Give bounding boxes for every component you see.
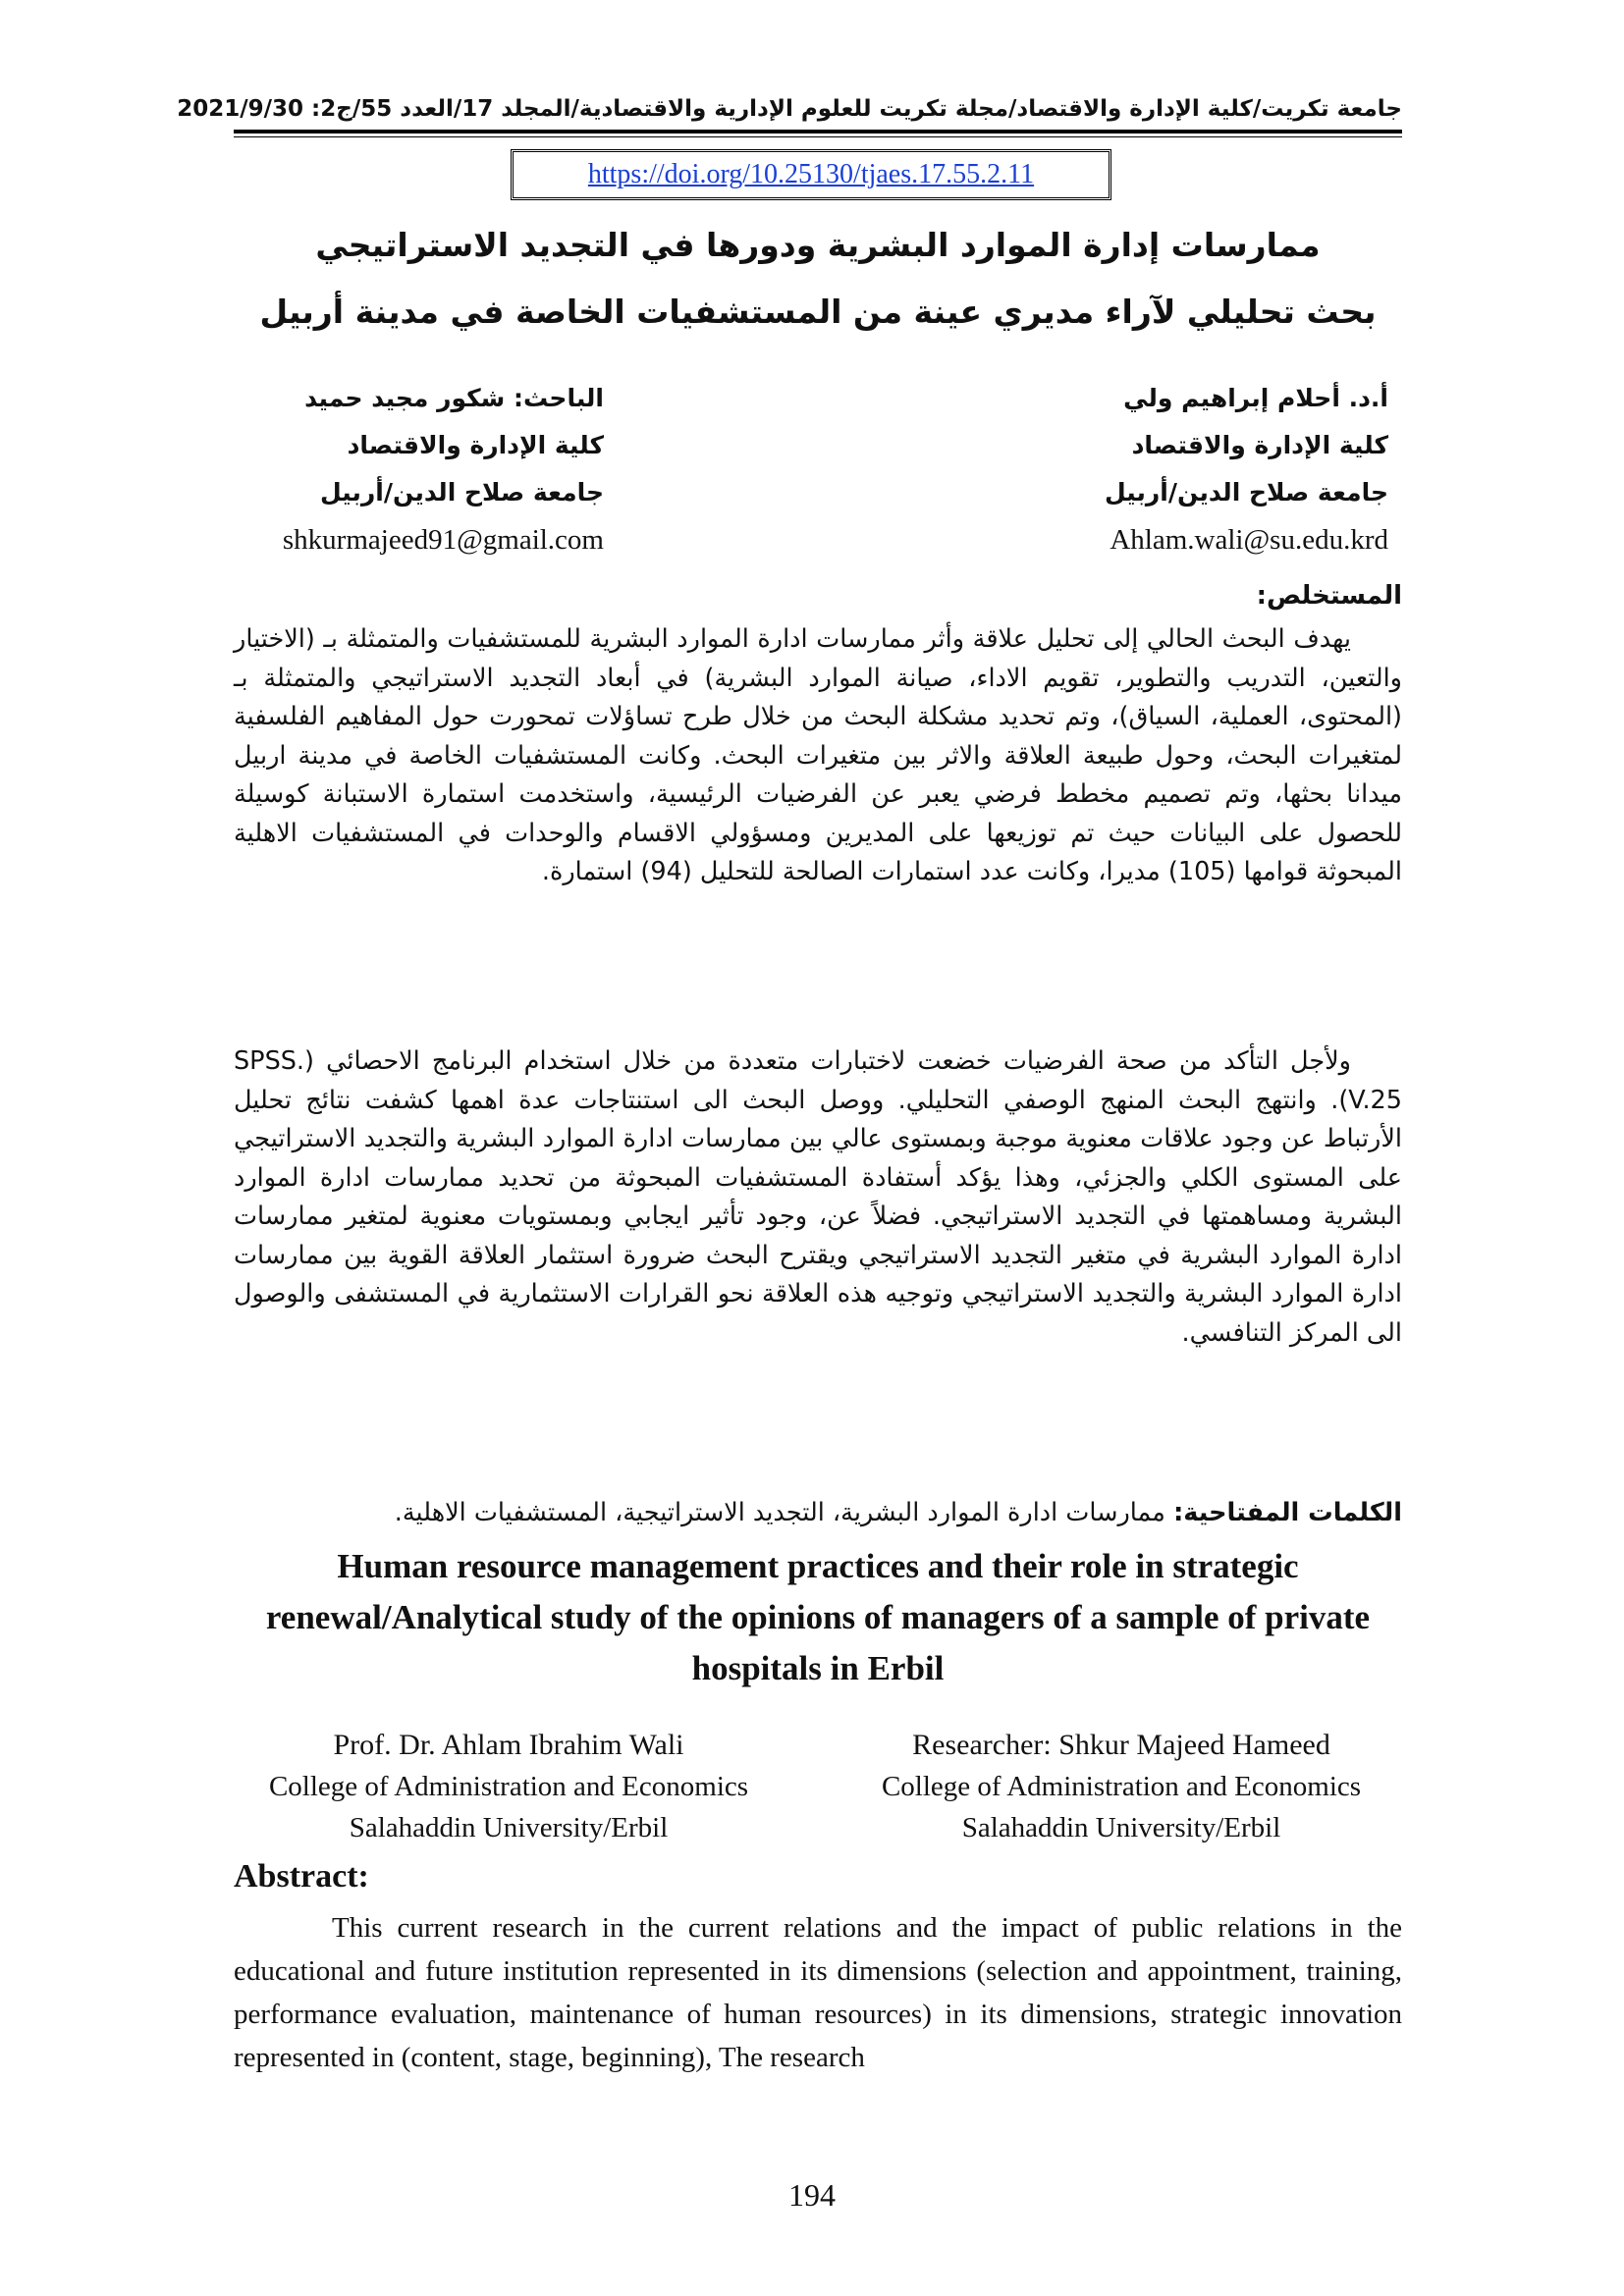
author-1-college: كلية الإدارة والاقتصاد xyxy=(1131,431,1388,459)
arabic-abstract-heading: المستخلص: xyxy=(1256,581,1402,611)
english-abstract-text xyxy=(234,1906,1402,2079)
author-2-english xyxy=(846,1725,1396,1848)
author-1-name: أ.د. أحلام إبراهيم ولي xyxy=(1123,384,1388,412)
header-rule-thick xyxy=(234,130,1402,133)
author-2-university: جامعة صلاح الدين/أربيل xyxy=(319,478,604,507)
english-abstract-body: This current research in the current relations and the impact of public relations in the educational and future institution represented in its dimensions (selection and appointment, training, performance evaluation, maintenance of human resources) in its dimensions, strategic innovation represented in (content, stage, beginning), The research xyxy=(234,1912,1402,2073)
author-1-email[interactable]: Ahlam.wali@su.edu.krd xyxy=(1110,524,1388,556)
doi-link[interactable]: https://doi.org/10.25130/tjaes.17.55.2.11 xyxy=(587,159,1035,189)
keywords-text: ممارسات ادارة الموارد البشرية، التجديد الاستراتيجية، المستشفيات الاهلية. xyxy=(394,1498,1165,1527)
arabic-abstract-para2 xyxy=(234,1042,1402,1353)
author-1-university: جامعة صلاح الدين/أربيل xyxy=(1104,478,1388,507)
author-2-en-college: College of Administration and Economics xyxy=(881,1771,1362,1802)
arabic-abstract-para1-text: يهدف البحث الحالي إلى تحليل علاقة وأثر ممارسات ادارة الموارد البشرية للمستشفيات والمتمثلة بـ (الاختيار والتعين، التدريب والتطوير، تقويم الاداء، صيانة الموارد البشرية) في أبعاد التجديد الاستراتيجي والمتمثلة بـ (المحتوى، العملية، السياق)، وتم تحديد مشكلة البحث من خلال طرح تساؤلات تمحورت حول المفاهيم الفلسفية لمتغيرات البحث، وحول طبيعة العلاقة والاثر بين متغيرات البحث. وكانت المستشفيات الخاصة في مدينة اربيل ميدانا بحثها، وتم تصميم مخطط فرضي يعبر عن الفرضيات الرئيسية، واستخدمت استمارة الاستبانة كوسيلة للحصول على البيانات حيث تم توزيعها على المديرين ومسؤولي الاقسام والوحدات في المستشفيات الاهلية المبحوثة قوامها (105) مديرا، وكانت عدد استمارات الصالحة للتحليل (94) استمارة. xyxy=(234,624,1402,886)
english-title: Human resource management practices and their role in strategic renewal/Analytical study of the opinions of managers of a sample of private hospitals in Erbil xyxy=(265,1547,1371,1687)
english-abstract-heading: Abstract: xyxy=(234,1858,369,1895)
arabic-title-line2: بحث تحليلي لآراء مديري عينة من المستشفيات الخاصة في مدينة أربيل xyxy=(259,293,1377,331)
arabic-title-line1: ممارسات إدارة الموارد البشرية ودورها في التجديد الاستراتيجي xyxy=(315,226,1321,264)
arabic-abstract-para1 xyxy=(234,620,1402,892)
journal-header: جامعة تكريت/كلية الإدارة والاقتصاد/مجلة تكريت للعلوم الإدارية والاقتصادية/المجلد 17/العدد 55/ج2: 2021/9/30 xyxy=(177,96,1402,122)
doi-box xyxy=(511,149,1111,200)
keywords-label: الكلمات المفتاحية: xyxy=(1173,1498,1402,1527)
author-2-college: كلية الإدارة والاقتصاد xyxy=(347,431,604,459)
page-number: 194 xyxy=(788,2177,836,2213)
author-1-english xyxy=(234,1725,784,1848)
author-1-en-name: Prof. Dr. Ahlam Ibrahim Wali xyxy=(333,1729,684,1761)
author-2-email[interactable]: shkurmajeed91@gmail.com xyxy=(282,524,604,556)
author-1-en-university: Salahaddin University/Erbil xyxy=(349,1812,669,1843)
arabic-abstract-para2-text: ولأجل التأكد من صحة الفرضيات خضعت لاختبارات متعددة من خلال استخدام البرنامج الاحصائي (SPSS. V.25). وانتهج البحث المنهج الوصفي التحليلي. ووصل البحث الى استنتاجات عدة اهمها كشفت نتائج تحليل الأرتباط عن وجود علاقات معنوية موجبة وبمستوى عالي بين ممارسات ادارة الموارد البشرية والتجديد الاستراتيجي على المستوى الكلي والجزئي، وهذا يؤكد أستفادة المستشفيات المبحوثة من تحديد ممارسات ادارة الموارد البشرية ومساهمتها في التجديد الاستراتيجي. فضلاً عن، وجود تأثير ايجابي وبمستويات معنوية لمتغير ممارسات ادارة الموارد البشرية في متغير التجديد الاستراتيجي ويقترح البحث ضرورة استثمار العلاقة القوية بين ممارسات ادارة الموارد البشرية والتجديد الاستراتيجي وتوجيه هذه العلاقة نحو القرارات الاستثمارية في المستشفى والوصول الى المركز التنافسي. xyxy=(234,1046,1402,1348)
author-2-name: الباحث: شكور مجيد حميد xyxy=(304,384,604,412)
author-2-en-name: Researcher: Shkur Majeed Hameed xyxy=(912,1729,1330,1761)
arabic-keywords xyxy=(234,1494,1402,1531)
author-1-en-college: College of Administration and Economics xyxy=(268,1771,749,1802)
author-2-en-university: Salahaddin University/Erbil xyxy=(961,1812,1281,1843)
header-rule-thin xyxy=(234,136,1402,137)
author-1-arabic xyxy=(976,375,1388,563)
author-2-arabic xyxy=(250,375,604,563)
